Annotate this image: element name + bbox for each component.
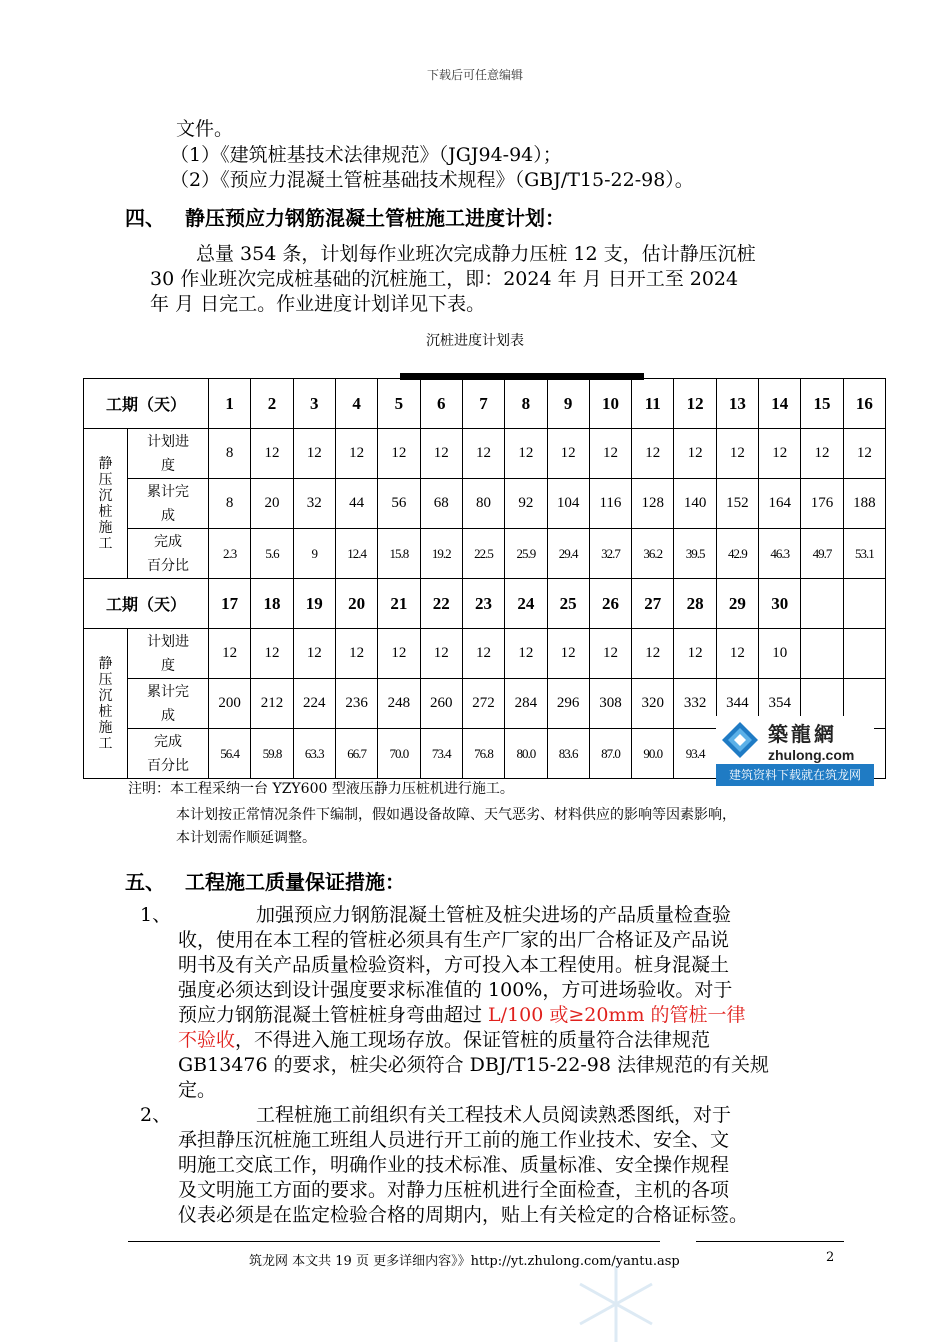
day-cell: 4 xyxy=(335,379,377,429)
percent-cell: 42.9 xyxy=(716,529,758,579)
percent-cell: 66.7 xyxy=(335,729,377,779)
day-cell xyxy=(801,579,843,629)
plan-cell: 12 xyxy=(293,629,335,679)
day-cell: 11 xyxy=(632,379,674,429)
table-note: 注明：本工程采纳一台 YZY600 型液压静力压桩机进行施工。 xyxy=(128,781,514,797)
header-note: 下载后可任意编辑 xyxy=(426,68,523,82)
cumulative-cell: 80 xyxy=(462,479,504,529)
plan-cell: 8 xyxy=(209,429,251,479)
day-cell: 14 xyxy=(759,379,801,429)
day-cell: 10 xyxy=(589,379,631,429)
cumulative-cell: 332 xyxy=(674,679,716,729)
group-label: 静 压 沉 桩 施 工 xyxy=(84,629,128,779)
item1-line: 预应力钢筋混凝土管桩桩身弯曲超过 L/100 或≥20mm 的管桩一律 xyxy=(178,1004,746,1026)
section5-number: 五、 xyxy=(125,870,165,894)
plan-cell: 12 xyxy=(801,429,843,479)
row-label-plan: 计划进 度 xyxy=(128,429,209,479)
section4-line: 30 作业班次完成桩基础的沉桩施工，即：2024 年 月 日开工至 2024 xyxy=(150,268,739,290)
intro-line: 文件。 xyxy=(176,118,234,140)
percent-cell: 32.7 xyxy=(589,529,631,579)
percent-cell: 36.2 xyxy=(632,529,674,579)
day-cell: 15 xyxy=(801,379,843,429)
day-cell: 19 xyxy=(293,579,335,629)
day-cell: 22 xyxy=(420,579,462,629)
row-label-plan: 计划进 度 xyxy=(128,629,209,679)
cumulative-cell: 284 xyxy=(505,679,547,729)
cumulative-cell: 320 xyxy=(632,679,674,729)
cumulative-cell: 140 xyxy=(674,479,716,529)
percent-cell: 53.1 xyxy=(843,529,885,579)
item1-line: 明书及有关产品质量检验资料，方可投入本工程使用。桩身混凝土 xyxy=(178,954,730,976)
red-highlight: L/100 或≥20mm 的管桩一律 xyxy=(488,1004,746,1026)
day-cell: 25 xyxy=(547,579,589,629)
cumulative-cell: 308 xyxy=(589,679,631,729)
day-cell: 26 xyxy=(589,579,631,629)
plan-cell: 12 xyxy=(505,429,547,479)
percent-cell: 70.0 xyxy=(378,729,420,779)
percent-cell: 80.0 xyxy=(505,729,547,779)
day-cell: 18 xyxy=(251,579,293,629)
table-note: 本计划按正常情况条件下编制，假如遇设备故障、天气恶劣、材料供应的影响等因素影响， xyxy=(176,807,736,823)
day-cell xyxy=(843,579,885,629)
intro-line: （2）《预应力混凝土管桩基础技术规程》（GBJ/T15-22-98）。 xyxy=(170,169,694,191)
row-label-cumulative: 累计完 成 xyxy=(128,479,209,529)
plan-cell: 12 xyxy=(674,629,716,679)
plan-cell: 12 xyxy=(589,629,631,679)
plan-cell: 12 xyxy=(843,429,885,479)
item2-line: 工程桩施工前组织有关工程技术人员阅读熟悉图纸，对于 xyxy=(256,1104,732,1126)
plan-cell: 12 xyxy=(632,629,674,679)
percent-cell: 39.5 xyxy=(674,529,716,579)
red-highlight: 不验收 xyxy=(178,1029,236,1051)
schedule-row-plan xyxy=(84,629,886,679)
plan-cell: 12 xyxy=(547,429,589,479)
percent-cell: 29.4 xyxy=(547,529,589,579)
plan-cell: 12 xyxy=(251,429,293,479)
cumulative-cell: 200 xyxy=(209,679,251,729)
table-caption: 沉桩进度计划表 xyxy=(426,333,524,349)
percent-cell: 5.6 xyxy=(251,529,293,579)
logo-slogan: 建筑资料下载就在筑龙网 xyxy=(716,764,874,786)
day-cell: 27 xyxy=(632,579,674,629)
schedule-row-plan xyxy=(84,429,886,479)
plan-cell: 12 xyxy=(505,629,547,679)
section4-number: 四、 xyxy=(125,206,165,230)
footer-text: 筑龙网 本文共 19 页 更多详细内容》》http://yt.zhulong.com/yantu.asp xyxy=(249,1254,680,1269)
percent-cell: 9 xyxy=(293,529,335,579)
item2-number: 2、 xyxy=(140,1104,172,1126)
table-note: 本计划需作顺延调整。 xyxy=(176,830,316,846)
percent-cell: 63.3 xyxy=(293,729,335,779)
page-number: 2 xyxy=(826,1250,835,1265)
plan-cell: 12 xyxy=(716,629,758,679)
cumulative-cell: 128 xyxy=(632,479,674,529)
day-cell: 29 xyxy=(716,579,758,629)
plan-cell: 12 xyxy=(420,629,462,679)
cumulative-cell: 296 xyxy=(547,679,589,729)
cumulative-cell: 188 xyxy=(843,479,885,529)
day-cell: 3 xyxy=(293,379,335,429)
plan-cell: 12 xyxy=(420,429,462,479)
cumulative-cell: 56 xyxy=(378,479,420,529)
period-label: 工期（天） xyxy=(84,579,209,629)
day-cell: 9 xyxy=(547,379,589,429)
percent-cell: 90.0 xyxy=(632,729,674,779)
item1-line: 不验收，不得进入施工现场存放。保证管桩的质量符合法律规范 xyxy=(178,1029,711,1051)
logo-chinese-name: 築龍網 xyxy=(768,721,837,746)
period-header-row xyxy=(84,379,886,429)
plan-cell: 12 xyxy=(547,629,589,679)
plan-cell: 12 xyxy=(589,429,631,479)
schedule-row-cumulative xyxy=(84,479,886,529)
section4-line: 年 月 日完工。作业进度计划详见下表。 xyxy=(150,293,486,315)
item1-line: 收，使用在本工程的管桩必须具有生产厂家的出厂合格证及产品说 xyxy=(178,929,730,951)
day-cell: 6 xyxy=(420,379,462,429)
item1-number: 1、 xyxy=(140,904,172,926)
cumulative-cell: 104 xyxy=(547,479,589,529)
row-label-percent: 完成 百分比 xyxy=(128,729,209,779)
plan-cell: 12 xyxy=(462,629,504,679)
day-cell: 12 xyxy=(674,379,716,429)
cumulative-cell: 116 xyxy=(589,479,631,529)
period-label: 工期（天） xyxy=(84,379,209,429)
cumulative-cell: 212 xyxy=(251,679,293,729)
percent-cell: 25.9 xyxy=(505,529,547,579)
day-cell: 21 xyxy=(378,579,420,629)
plan-cell: 12 xyxy=(251,629,293,679)
cumulative-cell: 68 xyxy=(420,479,462,529)
intro-line: （1）《建筑桩基技术法律规范》（JGJ94-94）； xyxy=(170,144,562,166)
cumulative-cell: 176 xyxy=(801,479,843,529)
snowflake-icon xyxy=(720,720,760,760)
row-label-cumulative: 累计完 成 xyxy=(128,679,209,729)
cumulative-cell: 32 xyxy=(293,479,335,529)
item2-line: 明施工交底工作，明确作业的技术标准、质量标准、安全操作规程 xyxy=(178,1154,730,1176)
section4-title: 静压预应力钢筋混凝土管桩施工进度计划： xyxy=(185,206,565,230)
plan-cell xyxy=(843,629,885,679)
plan-cell: 12 xyxy=(632,429,674,479)
plan-cell: 12 xyxy=(335,429,377,479)
cumulative-cell: 224 xyxy=(293,679,335,729)
plan-cell xyxy=(801,629,843,679)
percent-cell: 12.4 xyxy=(335,529,377,579)
percent-cell: 93.4 xyxy=(674,729,716,779)
percent-cell: 83.6 xyxy=(547,729,589,779)
group-label: 静 压 沉 桩 施 工 xyxy=(84,429,128,579)
cumulative-cell: 44 xyxy=(335,479,377,529)
percent-cell: 87.0 xyxy=(589,729,631,779)
zhulong-logo[interactable] xyxy=(716,716,874,788)
percent-cell: 19.2 xyxy=(420,529,462,579)
cumulative-cell: 152 xyxy=(716,479,758,529)
item2-line: 承担静压沉桩施工班组人员进行开工前的施工作业技术、安全、文 xyxy=(178,1129,730,1151)
plan-cell: 12 xyxy=(378,429,420,479)
footer-divider xyxy=(128,1241,660,1242)
percent-cell: 46.3 xyxy=(759,529,801,579)
cumulative-cell: 8 xyxy=(209,479,251,529)
cumulative-cell: 344 xyxy=(716,679,758,729)
item1-line: 加强预应力钢筋混凝土管桩及桩尖进场的产品质量检查验 xyxy=(256,904,732,926)
footer-divider xyxy=(696,1241,844,1242)
day-cell: 8 xyxy=(505,379,547,429)
period-header-row xyxy=(84,579,886,629)
item1-line: GB13476 的要求，桩尖必须符合 DBJ/T15-22-98 法律规范的有关规 xyxy=(178,1054,769,1076)
item2-line: 及文明施工方面的要求。对静力压桩机进行全面检查，主机的各项 xyxy=(178,1179,730,1201)
percent-cell: 76.8 xyxy=(462,729,504,779)
day-cell: 20 xyxy=(335,579,377,629)
schedule-row-percent xyxy=(84,529,886,579)
cumulative-cell: 92 xyxy=(505,479,547,529)
item2-line: 仪表必须是在监定检验合格的周期内，贴上有关检定的合格证标签。 xyxy=(178,1204,749,1226)
section4-line: 总量 354 条，计划每作业班次完成静力压桩 12 支，估计静压沉桩 xyxy=(196,243,756,265)
row-label-percent: 完成 百分比 xyxy=(128,529,209,579)
day-cell: 7 xyxy=(462,379,504,429)
cumulative-cell: 260 xyxy=(420,679,462,729)
percent-cell: 73.4 xyxy=(420,729,462,779)
day-cell: 24 xyxy=(505,579,547,629)
day-cell: 5 xyxy=(378,379,420,429)
cumulative-cell: 236 xyxy=(335,679,377,729)
plan-cell: 12 xyxy=(209,629,251,679)
day-cell: 16 xyxy=(843,379,885,429)
day-cell: 17 xyxy=(209,579,251,629)
percent-cell: 2.3 xyxy=(209,529,251,579)
percent-cell: 49.7 xyxy=(801,529,843,579)
cumulative-cell: 248 xyxy=(378,679,420,729)
day-cell: 30 xyxy=(759,579,801,629)
watermark-snowflake-icon xyxy=(572,1262,660,1344)
item1-line: 强度必须达到设计强度要求标准值的 100%，方可进场验收。对于 xyxy=(178,979,733,1001)
cumulative-cell: 20 xyxy=(251,479,293,529)
plan-cell: 12 xyxy=(462,429,504,479)
cumulative-cell: 164 xyxy=(759,479,801,529)
percent-cell: 15.8 xyxy=(378,529,420,579)
day-cell: 28 xyxy=(674,579,716,629)
day-cell: 2 xyxy=(251,379,293,429)
section5-title: 工程施工质量保证措施： xyxy=(185,870,405,894)
day-cell: 13 xyxy=(716,379,758,429)
plan-cell: 12 xyxy=(293,429,335,479)
cumulative-cell: 272 xyxy=(462,679,504,729)
day-cell: 1 xyxy=(209,379,251,429)
logo-domain: zhulong.com xyxy=(768,746,855,763)
plan-cell: 12 xyxy=(759,429,801,479)
percent-cell: 56.4 xyxy=(209,729,251,779)
item1-line: 定。 xyxy=(178,1079,217,1101)
plan-cell: 12 xyxy=(716,429,758,479)
percent-cell: 59.8 xyxy=(251,729,293,779)
percent-cell: 22.5 xyxy=(462,529,504,579)
day-cell: 23 xyxy=(462,579,504,629)
plan-cell: 12 xyxy=(335,629,377,679)
cumulative-cell: 354 xyxy=(759,679,801,729)
plan-cell: 12 xyxy=(378,629,420,679)
plan-cell: 12 xyxy=(674,429,716,479)
plan-cell: 10 xyxy=(759,629,801,679)
